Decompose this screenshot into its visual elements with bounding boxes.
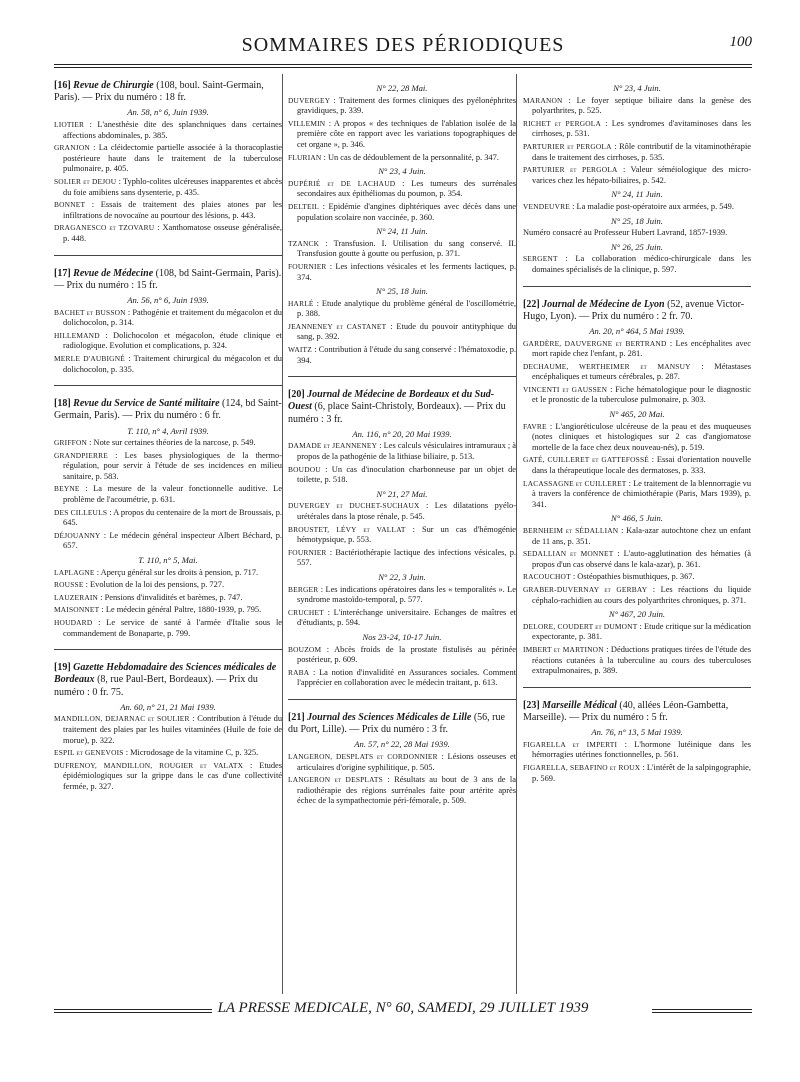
article-title: : Le médecin général Paltre, 1880-1939, p. 795. <box>101 605 262 615</box>
article-entry <box>288 548 516 569</box>
article-title: : L'intérêt de la salpingographie, p. 569. <box>532 762 751 783</box>
article-entry <box>54 200 282 221</box>
article-entry <box>54 120 282 141</box>
article-authors: HILLEMAND <box>54 330 100 340</box>
periodical-heading <box>54 398 282 422</box>
article-title: : Contribution à l'étude du traitement des plaies par les huiles vitaminées (Huile de foie de morue), p. 322. <box>63 714 282 745</box>
article-title: : L'anesthésie dite des splanchniques dans certaines affections abdominales, p. 385. <box>63 120 282 140</box>
issue-label: N° 21, 27 Mai. <box>376 488 428 499</box>
article-entry <box>288 668 516 689</box>
article-entry <box>54 451 282 483</box>
section-separator <box>54 255 282 256</box>
article-authors: DÉJOUANNY <box>54 530 101 540</box>
article-title: : Le service de santé à l'armée d'Italie sous le commandement de Bonaparte, p. 799. <box>63 618 282 638</box>
periodical-number: [16] <box>54 80 71 91</box>
article-entry <box>54 761 282 793</box>
article-entry <box>288 465 516 486</box>
page-title: SOMMAIRES DES PÉRIODIQUES <box>241 34 565 56</box>
article-title: : Lésions osseuses et articulaires d'origine syphilitique, p. 505. <box>297 751 516 772</box>
issue-label: N° 466, 5 Juin. <box>611 513 663 524</box>
article-authors: BOUDOU <box>288 464 321 474</box>
article-title: : Microdosage de la vitamine C, p. 325. <box>125 748 259 758</box>
periodical-info: (56, rue du Port, Lille). — Prix du numéro : 3 fr. <box>288 711 505 736</box>
article-entry <box>54 593 282 604</box>
article-entry <box>523 339 751 360</box>
article-title: : L'auto-agglutination des hématies (à propos d'un cas observé dans le kala-azar), p. 361. <box>532 549 751 569</box>
article-authors: MAISONNET <box>54 605 100 615</box>
issue-label: N° 24, 11 Juin. <box>611 189 663 200</box>
article-authors: BONNET <box>54 200 86 210</box>
periodical-info: (108, bd Saint-Germain, Paris). — Prix du numéro : 15 fr. <box>54 267 282 291</box>
article-authors: DUPÉRIÉ et DE LACHAUD <box>288 178 396 188</box>
article-authors: LAPLAGNE <box>54 567 95 577</box>
periodical-heading <box>523 299 751 323</box>
article-entry <box>54 308 282 329</box>
article-entry <box>288 775 516 807</box>
issue-label: N° 25, 18 Juin. <box>376 286 428 297</box>
issue-label: N° 465, 20 Mai. <box>609 409 665 420</box>
article-authors: LACASSAGNE et CUILLERET <box>523 478 627 488</box>
article-title: : Les bases physiologiques de la thermo-régulation, pour servir à l'étude de ses incidences en milieu sanitaire, p. 583. <box>63 450 282 481</box>
issue-label: N° 24, 11 Juin. <box>376 226 428 237</box>
article-entry <box>54 618 282 639</box>
article-entry <box>288 501 516 522</box>
article-authors: FOURNIER <box>288 547 327 557</box>
article-entry <box>523 455 751 476</box>
article-authors: GRANDPIERRE <box>54 450 108 460</box>
article-entry <box>54 531 282 552</box>
issue-label: N° 467, 20 Juin. <box>608 609 666 620</box>
article-entry <box>54 605 282 616</box>
periodical-section <box>523 700 751 784</box>
periodical-section <box>288 712 516 807</box>
article-title: : La maladie post-opératoire aux armées, p. 549. <box>572 201 734 211</box>
periodical-heading <box>54 662 282 699</box>
article-entry <box>288 322 516 343</box>
periodical-heading <box>288 389 516 426</box>
article-authors: FIGARELLA et IMPERTI <box>523 739 618 749</box>
article-authors: BACHET et BUSSON <box>54 307 126 317</box>
article-entry <box>523 385 751 406</box>
periodical-name: Revue du Service de Santé militaire <box>73 398 220 410</box>
article-authors: DELTEIL <box>288 201 320 211</box>
article-authors: GATÉ, CUILLERET et GATTEFOSSÉ <box>523 455 649 465</box>
periodical-info: (8, rue Paul-Bert, Bordeaux). — Prix du numéro : 0 fr. 75. <box>54 674 258 698</box>
article-title: : Les dilatations pyélo-urétérales dans la ptose rénale, p. 545. <box>297 501 516 522</box>
article-title: : La collaboration médico-chirurgicale dans les domaines spécialisés de la clinique, p. 597. <box>532 254 751 274</box>
periodical-heading <box>54 268 282 292</box>
article-entry <box>54 568 282 579</box>
article-authors: CRUCHET <box>288 607 324 617</box>
page-footer <box>54 1000 752 1020</box>
article-title: : Xanthomatose osseuse généralisée, p. 448. <box>63 223 282 243</box>
periodical-name: Marseille Médical <box>542 699 617 711</box>
issue-label: T. 110, n° 5, Mai. <box>138 555 198 566</box>
article-entry <box>288 239 516 260</box>
periodical-name: Journal de Médecine de Bordeaux et du Sud-Ouest <box>288 389 495 413</box>
article-authors: VENDEUVRE <box>523 201 570 211</box>
column-2 <box>288 80 516 990</box>
periodical-section <box>523 299 751 677</box>
article-entry <box>54 580 282 591</box>
article-title: : Le médecin général inspecteur Albert Béchard, p. 657. <box>63 530 282 551</box>
article-authors: DUVERGEY <box>288 95 331 105</box>
article-authors: VILLEMIN <box>288 118 326 128</box>
article-entry <box>288 96 516 117</box>
article-authors: HARLÉ <box>288 298 314 308</box>
article-entry <box>288 441 516 462</box>
article-authors: GARDÈRE, DAUVERGNE et BERTRAND <box>523 338 667 348</box>
article-title: : A propos « des techniques de l'ablation isolée de la première côte en rapport avec les variations topographiques de cet organe », p. 346. <box>297 118 516 149</box>
article-authors: LIOTIER <box>54 120 85 129</box>
article-entry <box>288 299 516 320</box>
article-title: : La notion d'invalidité en Assurances sociales. Comment l'apprécier en collaboration avec le médecin traitant, p. 613. <box>297 667 516 688</box>
article-title: : Transfusion. I. Utilisation du sang conservé. II. Transfusion goutte à goutte ou perfusion, p. 371. <box>297 238 516 259</box>
article-authors: MANDILLON, DEJARNAC et SOULIER <box>54 714 190 724</box>
article-entry <box>288 202 516 223</box>
article-title: : Etude analytique du problème général de l'oscillométrie, p. 388. <box>297 298 516 319</box>
periodical-section <box>54 398 282 639</box>
periodical-info: (52, avenue Victor-Hugo, Lyon). — Prix du numéro : 2 fr. 70. <box>523 298 745 322</box>
article-title: : Les syndromes d'avitaminoses dans les cirrhoses, p. 531. <box>532 118 751 139</box>
article-authors: BERGER <box>288 584 319 594</box>
article-entry <box>523 572 751 583</box>
article-title: : L'interéchange universitaire. Echanges de maîtres et d'étudiants, p. 594. <box>297 607 516 628</box>
article-entry <box>523 362 751 383</box>
article-authors: DRAGANESCO et TZOVARU <box>54 223 155 233</box>
section-separator <box>288 699 516 700</box>
section-separator <box>523 286 751 287</box>
article-entry <box>288 153 516 164</box>
article-authors: PARTURIER et PERGOLA <box>523 165 618 175</box>
footer-text: LA PRESSE MEDICALE, N° 60, SAMEDI, 29 JUILLET 1939 <box>212 1000 595 1016</box>
article-title: : Abcès froids de la prostate fistulisés au périnée postérieur, p. 609. <box>297 644 516 665</box>
article-entry <box>288 645 516 666</box>
article-authors: MERLE D'AUBIGNÉ <box>54 353 125 363</box>
article-authors: ESPIL et GENEVOIS <box>54 748 124 758</box>
article-entry <box>288 585 516 606</box>
article-entry <box>523 228 751 239</box>
issue-label: N° 23, 4 Juin. <box>378 166 426 177</box>
article-title: : Les encéphalites avec mort rapide chez l'enfant, p. 281. <box>532 338 751 359</box>
periodical-number: [18] <box>54 398 71 410</box>
article-title: : Fiche hématologique pour le diagnostic et le pronostic de la tuberculose pulmonaire, p. 303. <box>532 384 751 405</box>
article-entry <box>523 585 751 606</box>
article-title: : Pathogénie et traitement du mégacolon et du dolichocolon, p. 314. <box>63 307 282 328</box>
article-title: : Un cas d'inoculation charbonneuse par un objet de toilette, p. 518. <box>297 464 516 485</box>
article-title: : Les calculs vésiculaires intramuraux ; à propos de la pathogénie de la lithiase biliaire, p. 513. <box>297 441 516 462</box>
issue-label: Nos 23-24, 10-17 Juin. <box>362 631 442 642</box>
article-title: : Les tumeurs des surrénales secondaires aux épithéliomas du poumon, p. 354. <box>297 178 516 199</box>
issue-label: An. 57, n° 22, 28 Mai 1939. <box>354 739 450 750</box>
article-authors: SERGENT <box>523 254 558 264</box>
article-entry <box>523 202 751 213</box>
periodical-info: (124, bd Saint-Germain, Paris). — Prix du numéro : 6 fr. <box>54 398 282 422</box>
article-entry <box>54 223 282 244</box>
article-entry <box>523 422 751 454</box>
article-title: : Traitement chirurgical du mégacolon et du dolichocolon, p. 335. <box>63 353 282 374</box>
article-title: : Contribution à l'étude du sang conservé : l'hématoxodie, p. 394. <box>297 345 516 365</box>
article-title: : Epidémie d'angines diphtériques avec décès dans une population scolaire non vaccinée, p. 360. <box>297 201 516 222</box>
article-title: : Résultats au bout de 3 ans de la radiothérapie des régions surrénales faite pour artérite après échec de la sympathectomie péri-fémorale, p. 509. <box>297 775 516 806</box>
periodical-name: Journal des Sciences Médicales de Lille <box>307 711 472 723</box>
article-title: : Dolichocolon et mégacolon, étude clinique et radiologique. Evolution et complications, p. 324. <box>63 330 282 351</box>
article-authors: DES CILLEULS <box>54 507 108 517</box>
article-title: : Le foyer septique biliaire dans la genèse des polyarthrites, p. 525. <box>532 95 751 116</box>
article-title: : La mesure de la valeur fonctionnelle auditive. Le problème de l'acoumétrie, p. 631. <box>63 484 282 505</box>
article-authors: IMBERT et MARTINON <box>523 644 604 654</box>
issue-label: T. 110, n° 4, Avril 1939. <box>127 425 209 436</box>
article-title: : Le traitement de la blennorragie vu à travers la conférence de chimiothérapie (Paris, Mars 1939), p. 341. <box>532 478 751 509</box>
article-title: : Etude critique sur la médication expectorante, p. 381. <box>532 621 751 642</box>
article-entry <box>54 354 282 375</box>
article-authors: RABA <box>288 667 310 677</box>
periodical-number: [20] <box>288 389 305 401</box>
article-authors: DUVERGEY et DUCHET-SUCHAUX <box>288 501 420 511</box>
article-title: : Traitement des formes cliniques des pyélonéphrites gravidiques, p. 339. <box>297 95 516 116</box>
article-title: : Les indications opératoires dans les « temporalités ». Le syndrome mastoïdo-temporal, p. 577. <box>297 584 516 605</box>
article-title: : Rôle contributif de la vitaminothérapie dans le traitement des cirrhoses, p. 535. <box>532 141 751 162</box>
article-title: : Etudes épidémiologiques sur la grippe dans le cas d'une collectivité fermée, p. 327. <box>63 760 282 791</box>
article-entry <box>523 96 751 117</box>
periodical-number: [17] <box>54 267 71 279</box>
article-title: : Les réactions du liquide céphalo-rachidien au cours des polyarthrites chroniques, p. 371. <box>532 584 751 605</box>
article-entry <box>523 165 751 186</box>
periodical-name: Gazette Hebdomadaire des Sciences médicales de Bordeaux <box>54 662 277 686</box>
column-3 <box>523 80 751 990</box>
periodical-number: [23] <box>523 699 540 711</box>
column-divider <box>282 74 283 994</box>
article-entry <box>54 143 282 175</box>
article-title: : Essais de traitement des plaies atones par les infiltrations de novocaïne au pourtour des lésions, p. 443. <box>63 200 282 220</box>
article-authors: BROUSTET, LÉVY et VALLAT <box>288 524 406 534</box>
article-entry <box>523 740 751 761</box>
periodical-section <box>54 80 282 245</box>
periodical-heading <box>523 700 751 724</box>
periodical-name: Revue de Médecine <box>73 267 154 279</box>
article-authors: DAMADE et JEANNENEY <box>288 441 378 451</box>
periodical-info: (108, boul. Saint-Germain, Paris). — Prix du numéro : 18 fr. <box>54 80 264 104</box>
issue-label: An. 76, n° 13, 5 Mai 1939. <box>591 727 683 738</box>
footer-rule-right <box>652 1009 752 1013</box>
article-authors: TZANCK <box>288 238 320 248</box>
article-title: : L'angioréticulose ulcéreuse de la peau et des muqueuses (notes cliniques et histologiques sur 2 cas d'angiomatose mortelle de la face chez deux nouveau-nés), p. 519. <box>532 421 751 452</box>
issue-label: An. 58, n° 6, Juin 1939. <box>127 107 209 118</box>
article-authors: RACOUCHOT <box>523 572 571 582</box>
article-authors: FLURIAN <box>288 152 322 162</box>
issue-label: An. 60, n° 21, 21 Mai 1939. <box>120 701 216 712</box>
article-entry <box>288 262 516 283</box>
issue-label: An. 20, n° 464, 5 Mai 1939. <box>589 325 685 336</box>
periodical-info: (6, place Saint-Christoly, Bordeaux). — Prix du numéro : 3 fr. <box>288 401 506 425</box>
article-authors: LANGERON et DESPLATS <box>288 775 383 785</box>
periodical-section <box>288 389 516 689</box>
article-authors: FIGARELLA, SEBAFINO et ROUX <box>523 762 641 772</box>
article-authors: FOURNIER <box>288 261 327 271</box>
article-entry <box>288 752 516 773</box>
article-authors: LAUZERAIN <box>54 592 99 602</box>
article-entry <box>523 622 751 643</box>
issue-label: N° 26, 25 Juin. <box>611 241 663 252</box>
periodical-name: Journal de Médecine de Lyon <box>542 298 665 310</box>
article-entry <box>523 142 751 163</box>
article-title: : Pensions d'invalidités et barèmes, p. 747. <box>100 592 243 602</box>
periodical-section <box>54 662 282 792</box>
periodical-number: [22] <box>523 298 540 310</box>
article-title: : Evolution de la loi des pensions, p. 727. <box>85 580 225 590</box>
periodical-number: [21] <box>288 711 305 723</box>
article-authors: DELORE, COUDERT et DUMONT <box>523 621 638 631</box>
article-entry <box>54 331 282 352</box>
article-title: : Aperçu général sur les droits à pension, p. 717. <box>96 567 259 577</box>
article-entry <box>54 484 282 505</box>
article-authors: VINCENTI et GAUSSEN <box>523 384 608 394</box>
article-entry <box>523 119 751 140</box>
article-authors: DECHAUME, WERTHEIMER et MANSUY <box>523 361 691 371</box>
article-entry <box>54 177 282 198</box>
article-entry <box>54 508 282 529</box>
article-title: : Ostéopathies bismuthiques, p. 367. <box>572 572 695 582</box>
periodical-section <box>288 83 516 366</box>
article-authors: BERNHEIM et SÉDALLIAN <box>523 526 619 535</box>
article-entry <box>288 345 516 366</box>
issue-label: An. 116, n° 20, 20 Mai 1939. <box>352 428 452 439</box>
section-separator <box>288 376 516 377</box>
article-entry <box>288 119 516 151</box>
issue-label: N° 22, 3 Juin. <box>378 571 426 582</box>
article-title: : A propos du centenaire de la mort de Broussais, p. 645. <box>63 507 282 528</box>
periodical-number: [19] <box>54 662 71 674</box>
article-authors: ROUSSE <box>54 580 84 590</box>
article-authors: BOUZOM <box>288 644 322 654</box>
article-title: : Métastases encéphaliques et tumeurs cérébrales, p. 287. <box>532 361 751 382</box>
article-entry <box>288 525 516 546</box>
issue-label: N° 23, 4 Juin. <box>613 83 661 93</box>
article-authors: DUFRENOY, MANDILLON, ROUGIER et VALATX <box>54 760 244 770</box>
article-title: : Typhlo-colites ulcéreuses inapparentes et abcès du foie amibiens sans dysenterie, p. 435. <box>63 176 282 197</box>
periodical-section <box>54 268 282 376</box>
article-entry <box>54 714 282 746</box>
article-authors: PARTURIER et PERGOLA <box>523 141 612 151</box>
periodical-info: (40, allées Léon-Gambetta, Marseille). — Prix du numéro : 5 fr. <box>523 699 729 723</box>
article-authors: LANGERON, DESPLATS et CORDONNIER <box>288 751 438 761</box>
periodical-heading <box>288 712 516 736</box>
article-title: : Un cas de dédoublement de la personnalité, p. 347. <box>323 152 499 162</box>
article-title: : Déductions pratiques tirées de l'étude des réactions cutanées à la tuberculine au cours des tuberculoses extrapulmonaires, p. 389. <box>532 644 751 676</box>
article-authors: BEYNE <box>54 484 80 494</box>
issue-label: N° 22, 28 Mai. <box>376 83 428 93</box>
article-title: : Les infections vésicales et les ferments lactiques, p. 374. <box>297 261 516 282</box>
article-authors: GRABER-DUVERNAY et GERBAY <box>523 584 648 594</box>
article-title: : Sur un cas d'hémogénie hémotypsique, p. 553. <box>297 524 516 545</box>
article-entry <box>54 748 282 759</box>
article-authors: GRANJON <box>54 143 90 153</box>
issue-label: An. 56, n° 6, Juin 1939. <box>127 294 209 305</box>
article-authors: HOUDARD <box>54 618 93 627</box>
section-separator <box>54 385 282 386</box>
periodical-section <box>523 83 751 276</box>
section-separator <box>54 649 282 650</box>
article-title: : Bactériothérapie lactique des infections vésicales, p. 557. <box>297 547 516 568</box>
article-entry <box>523 479 751 511</box>
article-title: : Kala-azar autochtone chez un enfant de 11 ans, p. 351. <box>532 526 751 546</box>
periodical-heading <box>54 80 282 104</box>
article-title: : L'hormone lutéinique dans les hémorragies utérines fonctionnelles, p. 561. <box>532 739 751 760</box>
article-authors: WAITZ <box>288 345 312 355</box>
article-authors: RICHET et PERGOLA <box>523 118 602 128</box>
footer-rule-left <box>54 1009 234 1013</box>
article-title: : Valeur séméiologique des micro-varices chez les hépato-biliaires, p. 542. <box>532 165 751 185</box>
article-authors: SEDALLIAN et MONNET <box>523 549 614 559</box>
article-entry <box>288 608 516 629</box>
article-authors: GRIFFON <box>54 438 88 448</box>
page-number: 100 <box>729 34 752 50</box>
article-authors: MARANON <box>523 95 563 105</box>
article-entry <box>523 763 751 784</box>
article-entry <box>288 179 516 200</box>
column-1 <box>54 80 282 990</box>
article-entry <box>523 549 751 570</box>
article-entry <box>54 438 282 449</box>
article-authors: SOLIER et DEJOU <box>54 176 117 186</box>
article-entry <box>523 254 751 275</box>
page-header <box>54 34 752 58</box>
column-divider <box>516 74 517 994</box>
article-title: : Note sur certaines théories de la narcose, p. 549. <box>89 438 256 448</box>
issue-label: N° 25, 18 Juin. <box>611 215 663 226</box>
section-separator <box>523 687 751 688</box>
article-title: Numéro consacré au Professeur Hubert Lavrand, 1857-1939. <box>523 228 728 238</box>
periodical-name: Revue de Chirurgie <box>73 80 154 91</box>
header-rule <box>54 64 752 68</box>
article-title: : Etude du pouvoir antityphique du sang, p. 392. <box>297 321 516 342</box>
article-authors: FAVRE <box>523 421 547 431</box>
article-authors: JEANNENEY et CASTANET <box>288 321 387 331</box>
article-entry <box>523 526 751 547</box>
article-title: : Essai d'orientation nouvelle dans la thérapeutique locale des dermatoses, p. 333. <box>532 455 751 476</box>
article-entry <box>523 645 751 677</box>
article-title: : La cléidectomie partielle associée à la thoracoplastie postérieure haute dans le traitement de la tuberculose pulmonaire, p. 405. <box>63 143 282 174</box>
